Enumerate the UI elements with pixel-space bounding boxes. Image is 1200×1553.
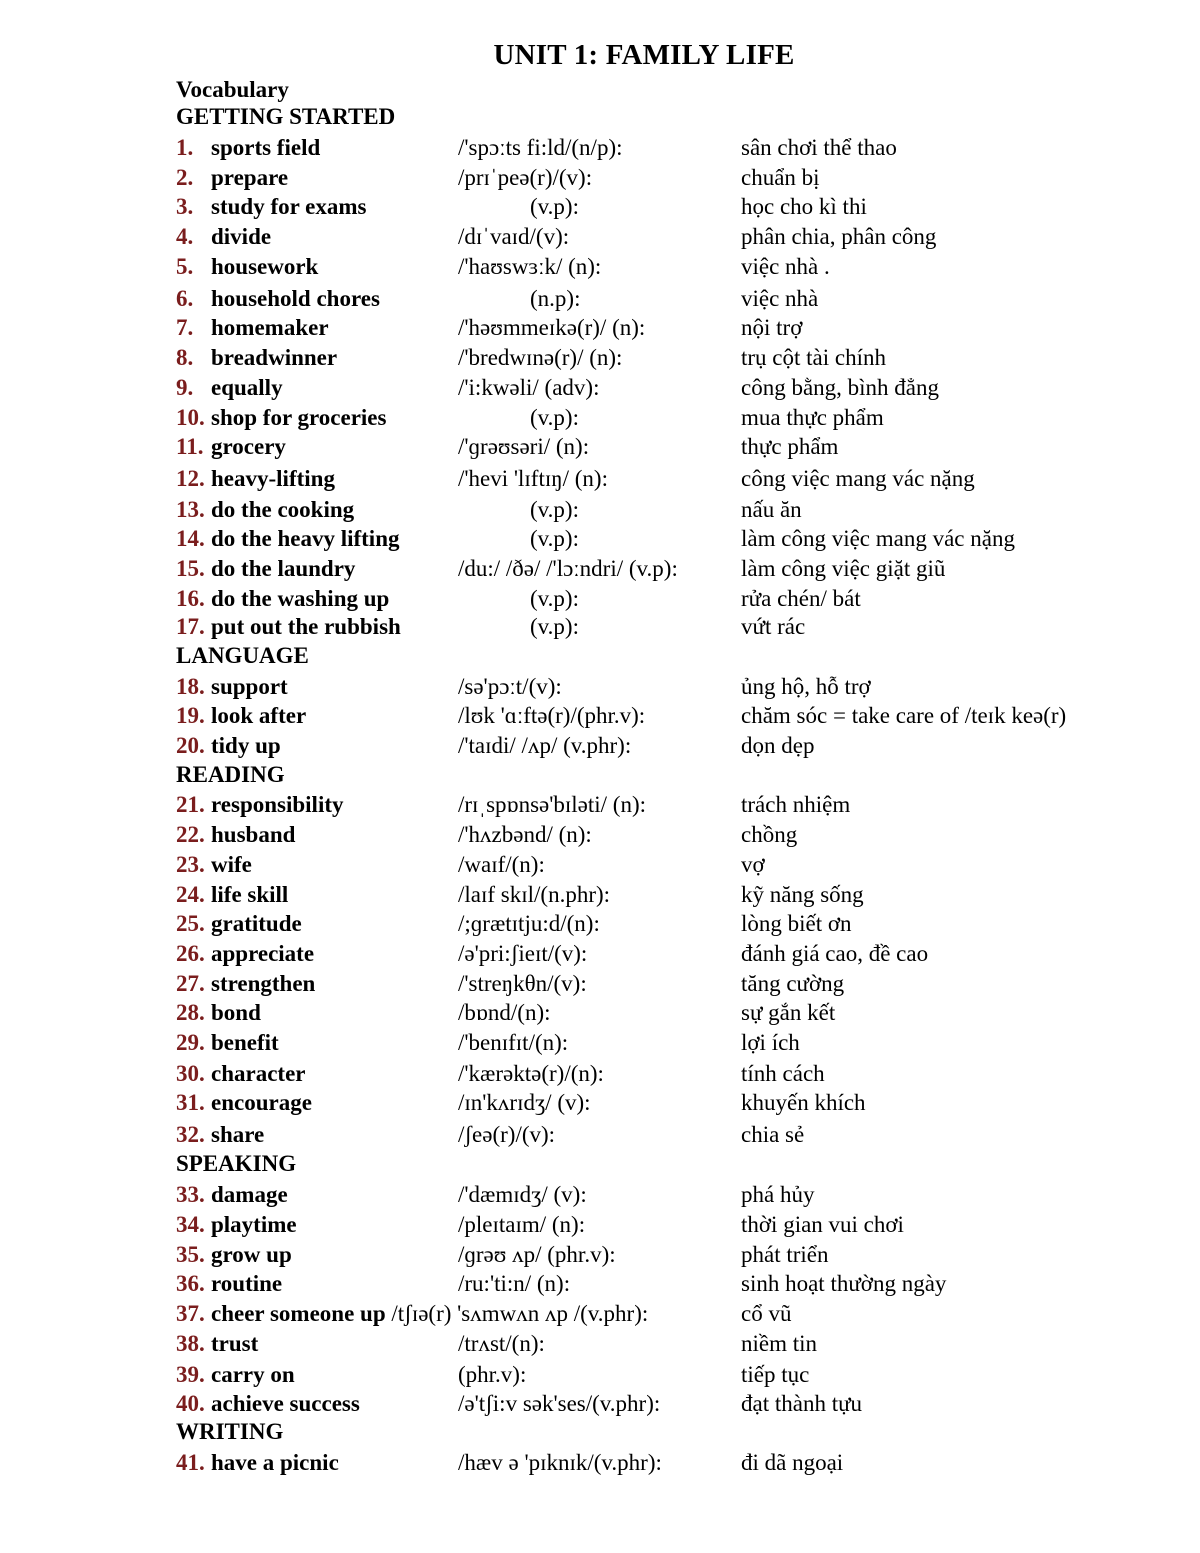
entry-word: sports field [211,135,321,160]
entry-pronunciation: (phr.v): [458,1362,527,1387]
vocabulary-entry [0,1391,1200,1419]
entry-meaning: trách nhiệm [741,792,851,817]
entry-number: 15. [176,556,205,581]
entry-pronunciation: /'kærəktə(r)/(n): [458,1061,604,1086]
entry-number: 33. [176,1182,205,1207]
entry-pronunciation: (v.p): [530,614,579,639]
entry-pronunciation: (v.p): [530,194,579,219]
vocabulary-entry [0,586,1200,614]
entry-meaning: dọn dẹp [741,733,815,758]
vocabulary-entry [0,1090,1200,1118]
entry-word: strengthen [211,971,316,996]
entry-number: 12. [176,466,205,491]
entry-number: 22. [176,822,205,847]
entry-pronunciation: /hæv ə 'pɪknɪk/(v.phr): [458,1450,662,1475]
entry-meaning: tiếp tục [741,1362,810,1387]
entry-word: prepare [211,165,289,190]
entry-meaning: việc nhà . [741,254,830,279]
entry-meaning: lòng biết ơn [741,911,852,936]
entry-number: 3. [176,194,194,219]
entry-word: heavy-lifting [211,466,335,491]
entry-pronunciation: /trʌst/(n): [458,1331,545,1356]
entry-word: divide [211,224,272,249]
entry-pronunciation: /laɪf skɪl/(n.phr): [458,882,611,907]
vocabulary-entry [0,526,1200,554]
entry-number: 8. [176,345,194,370]
section-heading: WRITING [176,1419,284,1444]
entry-word: benefit [211,1030,279,1055]
vocabulary-entry [0,971,1200,999]
entry-number: 39. [176,1362,205,1387]
entry-word: life skill [211,882,289,907]
entry-meaning: phân chia, phân công [741,224,937,249]
entry-word: put out the rubbish [211,614,401,639]
entry-word: housework [211,254,319,279]
entry-number: 27. [176,971,205,996]
entry-meaning: mua thực phẩm [741,405,884,430]
entry-number: 35. [176,1242,205,1267]
entry-word: grow up [211,1242,292,1267]
entry-meaning: sự gắn kết [741,1000,836,1025]
entry-number: 32. [176,1122,205,1147]
entry-word: support [211,674,288,699]
entry-number: 23. [176,852,205,877]
entry-number: 4. [176,224,194,249]
vocabulary-entry [0,254,1200,282]
vocabulary-entry [0,315,1200,343]
entry-pronunciation: /dɪˈvaɪd/(v): [458,224,570,249]
entry-meaning: vợ [741,852,765,877]
vocabulary-entry [0,911,1200,939]
vocabulary-entry [0,792,1200,820]
entry-number: 1. [176,135,194,160]
entry-pronunciation: /prɪˈpeə(r)/(v): [458,165,593,190]
entry-meaning: rửa chén/ bát [741,586,861,611]
vocabulary-entry [0,375,1200,403]
entry-number: 2. [176,165,194,190]
vocabulary-entry [0,1182,1200,1210]
entry-number: 34. [176,1212,205,1237]
entry-word: routine [211,1271,283,1296]
entry-word: achieve success [211,1391,360,1416]
entry-number: 40. [176,1391,205,1416]
vocabulary-entry [0,434,1200,462]
entry-pronunciation: (v.p): [530,405,579,430]
entry-meaning: thực phẩm [741,434,839,459]
entry-word: appreciate [211,941,315,966]
entry-meaning: kỹ năng sống [741,882,864,907]
entry-meaning: chồng [741,822,798,847]
entry-word: bond [211,1000,261,1025]
entry-number: 9. [176,375,194,400]
entry-number: 29. [176,1030,205,1055]
vocabulary-entry [0,405,1200,433]
entry-word: encourage [211,1090,312,1115]
entry-pronunciation: /bɒnd/(n): [458,1000,551,1025]
vocabulary-entry [0,1061,1200,1089]
entry-word: household chores [211,286,380,311]
entry-meaning: chuẩn bị [741,165,820,190]
entry-meaning: việc nhà [741,286,819,311]
entry-number: 10. [176,405,205,430]
vocabulary-entry [0,135,1200,163]
entry-word: carry on [211,1362,295,1387]
entry-pronunciation: /'hevi 'lɪftɪŋ/ (n): [458,466,608,491]
entry-pronunciation: /'haʊswɜːk/ (n): [458,254,602,279]
vocabulary-entry [0,1000,1200,1028]
entry-number: 7. [176,315,194,340]
entry-pronunciation: /'hʌzbənd/ (n): [458,822,592,847]
vocabulary-entry [0,165,1200,193]
entry-meaning: làm công việc mang vác nặng [741,526,1015,551]
vocabulary-entry [0,1271,1200,1299]
entry-meaning: đánh giá cao, đề cao [741,941,929,966]
entry-number: 6. [176,286,194,311]
vocabulary-entry [0,224,1200,252]
entry-meaning: tăng cường [741,971,845,996]
entry-word: cheer someone up /tʃɪə(r) 'sʌmwʌn ʌp /(v.phr): [211,1301,649,1326]
entry-word: playtime [211,1212,297,1237]
entry-pronunciation: /'streŋkθn/(v): [458,971,587,996]
vocabulary-entry [0,1331,1200,1359]
entry-meaning: nấu ăn [741,497,802,522]
entry-pronunciation: /ru:'ti:n/ (n): [458,1271,571,1296]
vocabulary-entry [0,466,1200,494]
entry-word: damage [211,1182,288,1207]
entry-number: 41. [176,1450,205,1475]
entry-number: 36. [176,1271,205,1296]
entry-number: 26. [176,941,205,966]
entry-word: grocery [211,434,286,459]
entry-pronunciation: /rɪˌspɒnsə'bɪləti/ (n): [458,792,646,817]
vocabulary-entry [0,556,1200,584]
entry-number: 30. [176,1061,205,1086]
section-heading: SPEAKING [176,1151,297,1176]
entry-word: husband [211,822,296,847]
entry-number: 5. [176,254,194,279]
vocabulary-entry [0,345,1200,373]
entry-number: 20. [176,733,205,758]
entry-meaning: làm công việc giặt giũ [741,556,946,581]
vocabulary-entry [0,674,1200,702]
entry-pronunciation: /ə'tʃi:v sək'ses/(v.phr): [458,1391,661,1416]
entry-meaning: đi dã ngoại [741,1450,844,1475]
entry-word: equally [211,375,283,400]
entry-meaning: phá hủy [741,1182,815,1207]
entry-meaning: lợi ích [741,1030,800,1055]
entry-meaning: cổ vũ [741,1301,792,1326]
entry-meaning: vứt rác [741,614,806,639]
entry-number: 25. [176,911,205,936]
entry-pronunciation: (n.p): [530,286,581,311]
vocabulary-entry [0,882,1200,910]
entry-number: 16. [176,586,205,611]
entry-pronunciation: (v.p): [530,586,579,611]
entry-number: 13. [176,497,205,522]
entry-number: 31. [176,1090,205,1115]
entry-meaning: học cho kì thi [741,194,867,219]
vocabulary-entry [0,286,1200,314]
entry-word: breadwinner [211,345,338,370]
vocabulary-entry [0,941,1200,969]
entry-meaning: khuyến khích [741,1090,866,1115]
entry-pronunciation: /;ɡrætɪtju:d/(n): [458,911,600,936]
vocabulary-entry [0,497,1200,525]
vocabulary-entry [0,733,1200,761]
entry-pronunciation: (v.p): [530,497,579,522]
entry-pronunciation: /'dæmɪdʒ/ (v): [458,1182,587,1207]
entry-word: trust [211,1331,259,1356]
vocabulary-entry [0,194,1200,222]
entry-meaning: tính cách [741,1061,825,1086]
entry-pronunciation: /'taɪdi/ /ʌp/ (v.phr): [458,733,632,758]
entry-pronunciation: /waɪf/(n): [458,852,545,877]
entry-meaning: phát triển [741,1242,829,1267]
entry-word: responsibility [211,792,344,817]
entry-pronunciation: /du:/ /ðə/ /'lɔːndri/ (v.p): [458,556,678,581]
entry-word: have a picnic [211,1450,339,1475]
entry-meaning: chia sẻ [741,1122,805,1147]
entry-pronunciation: /tʃɪə(r) 'sʌmwʌn ʌp /(v.phr): [385,1301,649,1326]
entry-meaning: sân chơi thể thao [741,135,897,160]
entry-meaning: chăm sóc = take care of /teɪk keə(r) [741,703,1067,728]
entry-number: 17. [176,614,205,639]
entry-meaning: thời gian vui chơi [741,1212,904,1237]
vocabulary-entry [0,1212,1200,1240]
entry-pronunciation: /'spɔːts fi:ld/(n/p): [458,135,623,160]
entry-pronunciation: /ʃeə(r)/(v): [458,1122,556,1147]
vocabulary-entry [0,1122,1200,1150]
entry-number: 38. [176,1331,205,1356]
entry-meaning: công việc mang vác nặng [741,466,975,491]
vocabulary-entry [0,1242,1200,1270]
vocabulary-entry [0,703,1200,731]
entry-number: 14. [176,526,205,551]
vocabulary-entry [0,822,1200,850]
page-title: UNIT 1: FAMILY LIFE [493,39,795,71]
vocabulary-entry [0,1362,1200,1390]
vocabulary-entry [0,1301,1200,1329]
vocabulary-entry [0,1450,1200,1478]
entry-meaning: niềm tin [741,1331,818,1356]
entry-word: do the heavy lifting [211,526,400,551]
entry-word: share [211,1122,265,1147]
entry-meaning: trụ cột tài chính [741,345,886,370]
entry-word: tidy up [211,733,281,758]
entry-pronunciation: /ɪn'kʌrɪdʒ/ (v): [458,1090,591,1115]
entry-pronunciation: /'həʊmmeɪkə(r)/ (n): [458,315,646,340]
entry-word: study for exams [211,194,367,219]
entry-pronunciation: /'benɪfɪt/(n): [458,1030,569,1055]
entry-word: gratitude [211,911,302,936]
entry-number: 11. [176,434,204,459]
entry-word: homemaker [211,315,329,340]
entry-pronunciation: (v.p): [530,526,579,551]
entry-pronunciation: /'i:kwəli/ (adv): [458,375,600,400]
entry-pronunciation: /ə'pri:ʃieɪt/(v): [458,941,588,966]
section-heading: GETTING STARTED [176,104,396,129]
section-heading: Vocabulary [176,77,289,102]
entry-pronunciation: /pleɪtaɪm/ (n): [458,1212,586,1237]
entry-pronunciation: /lʊk 'ɑːftə(r)/(phr.v): [458,703,646,728]
entry-pronunciation: /ɡrəʊ ʌp/ (phr.v): [458,1242,616,1267]
entry-meaning: nội trợ [741,315,803,340]
vocabulary-entry [0,1030,1200,1058]
entry-number: 37. [176,1301,205,1326]
vocabulary-entry [0,614,1200,642]
entry-number: 24. [176,882,205,907]
entry-meaning: công bằng, bình đẳng [741,375,940,400]
vocabulary-entry [0,852,1200,880]
entry-pronunciation: /'bredwɪnə(r)/ (n): [458,345,623,370]
entry-word: shop for groceries [211,405,387,430]
entry-number: 28. [176,1000,205,1025]
entry-word: do the washing up [211,586,390,611]
entry-pronunciation: /'ɡrəʊsəri/ (n): [458,434,590,459]
entry-word: do the laundry [211,556,356,581]
entry-word: look after [211,703,307,728]
entry-number: 21. [176,792,205,817]
entry-meaning: sinh hoạt thường ngày [741,1271,947,1296]
entry-number: 18. [176,674,205,699]
entry-pronunciation: /sə'pɔːt/(v): [458,674,562,699]
section-heading: LANGUAGE [176,643,309,668]
section-heading: READING [176,762,285,787]
entry-number: 19. [176,703,205,728]
entry-meaning: ủng hộ, hỗ trợ [741,674,871,699]
entry-word: character [211,1061,306,1086]
entry-meaning: đạt thành tựu [741,1391,863,1416]
entry-word: do the cooking [211,497,355,522]
entry-word: wife [211,852,252,877]
